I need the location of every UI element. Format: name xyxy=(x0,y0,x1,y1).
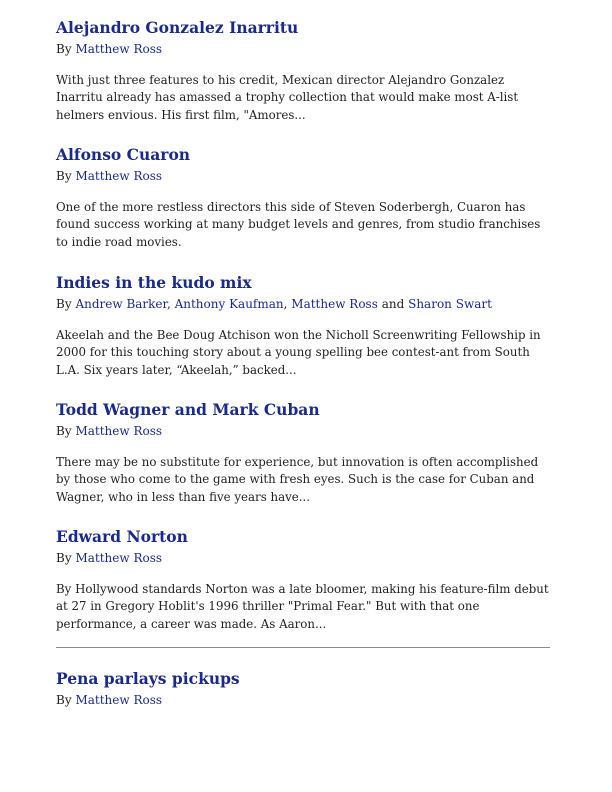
byline xyxy=(56,422,550,440)
article-excerpt: One of the more restless directors this side of Steven Soderbergh, Cuaron has found success working at many budget levels and genres, from studio franchises to indie road movies. xyxy=(56,200,541,249)
author-conjunction: and xyxy=(381,297,405,311)
byline xyxy=(56,40,550,58)
article-title[interactable]: Alejandro Gonzalez Inarritu xyxy=(56,18,299,37)
byline-prefix: By xyxy=(56,693,72,707)
article-title[interactable]: Indies in the kudo mix xyxy=(56,273,252,292)
byline-prefix: By xyxy=(56,424,72,438)
article-excerpt: There may be no substitute for experience, but innovation is often accomplished by those who come to the game with fresh eyes. Such is the case for Cuban and Wagner, who in less than five years have... xyxy=(56,455,539,504)
author-link[interactable]: Matthew Ross xyxy=(75,424,163,438)
byline xyxy=(56,549,550,567)
author-link[interactable]: Matthew Ross xyxy=(75,551,163,565)
article-item xyxy=(56,527,550,633)
byline xyxy=(56,295,550,313)
byline-prefix: By xyxy=(56,297,72,311)
byline xyxy=(56,167,550,185)
article-item xyxy=(56,400,550,506)
article-title[interactable]: Pena parlays pickups xyxy=(56,669,240,688)
author-link[interactable]: Matthew Ross xyxy=(75,42,163,56)
article-excerpt: With just three features to his credit, Mexican director Alejandro Gonzalez Inarritu already has amassed a trophy collection that would make most A-list helmers envious. His first film, "Amores... xyxy=(56,73,519,122)
byline-prefix: By xyxy=(56,42,72,56)
article-item xyxy=(56,273,550,379)
article-item xyxy=(56,669,550,709)
author-link[interactable]: Matthew Ross xyxy=(75,693,163,707)
author-separator: , xyxy=(166,297,171,311)
article-excerpt: By Hollywood standards Norton was a late bloomer, making his feature-film debut at 27 in Gregory Hoblit's 1996 thriller "Primal Fear." But with that one performance, a career was made. As Aaron... xyxy=(56,582,549,631)
author-separator: , xyxy=(283,297,288,311)
section-divider xyxy=(56,647,550,648)
article-item xyxy=(56,18,550,124)
article-item xyxy=(56,145,550,251)
article-title[interactable]: Edward Norton xyxy=(56,527,188,546)
article-title[interactable]: Todd Wagner and Mark Cuban xyxy=(56,400,320,419)
author-link[interactable]: Matthew Ross xyxy=(75,169,163,183)
byline xyxy=(56,691,550,709)
author-link[interactable]: Matthew Ross xyxy=(291,297,378,311)
author-link[interactable]: Sharon Swart xyxy=(408,297,492,311)
article-excerpt: Akeelah and the Bee Doug Atchison won the Nicholl Screenwriting Fellowship in 2000 for this touching story about a young spelling bee contest-ant from South L.A. Six years later, “Akeelah,” backed... xyxy=(56,328,541,377)
article-title[interactable]: Alfonso Cuaron xyxy=(56,145,191,164)
author-link[interactable]: Andrew Barker xyxy=(75,297,167,311)
byline-prefix: By xyxy=(56,169,72,183)
byline-prefix: By xyxy=(56,551,72,565)
author-link[interactable]: Anthony Kaufman xyxy=(174,297,284,311)
